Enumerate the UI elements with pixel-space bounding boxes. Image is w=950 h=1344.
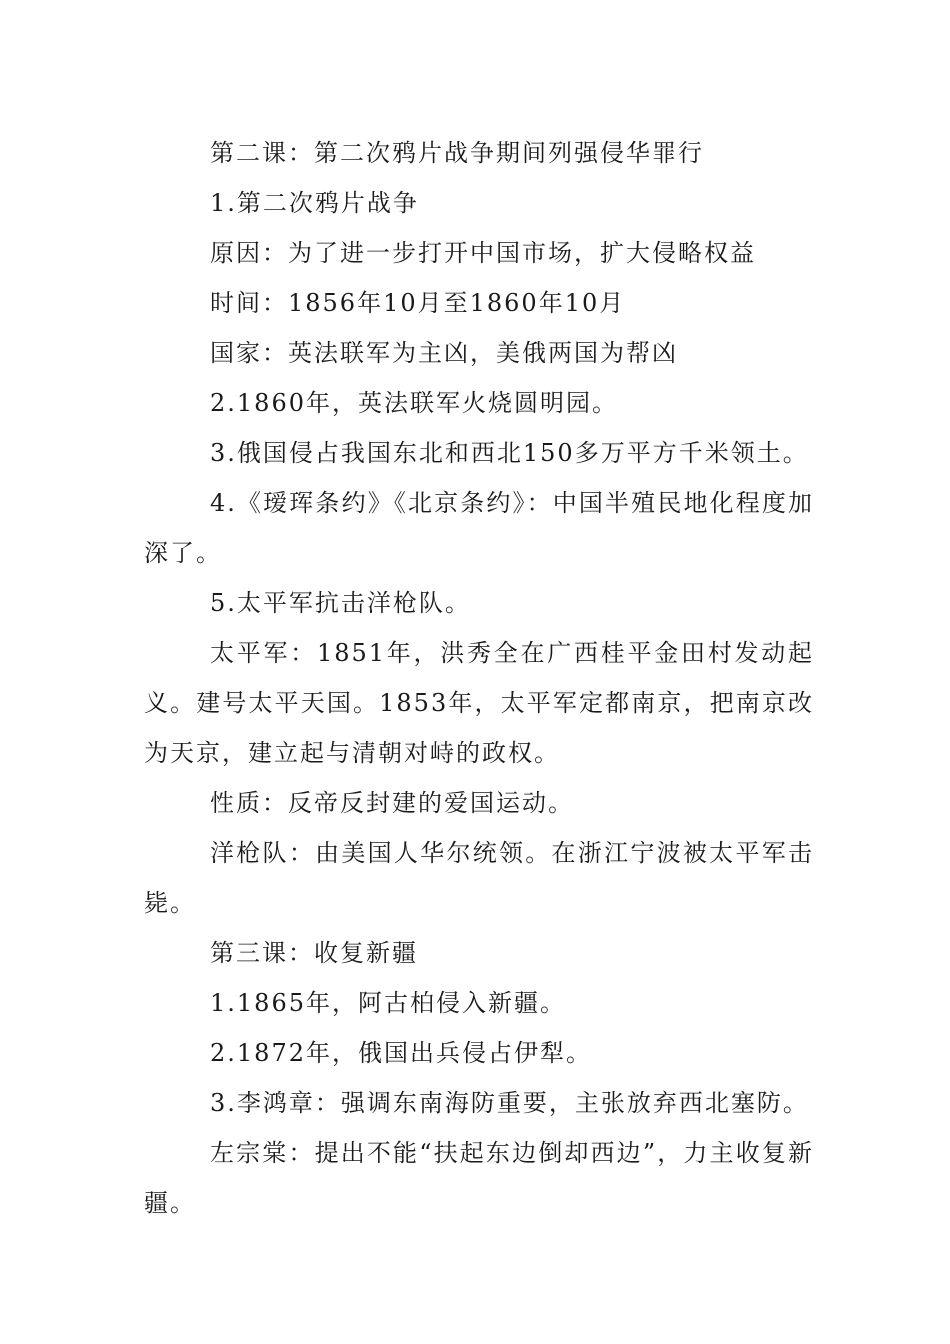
text-paragraph: 左宗棠：提出不能“扶起东边倒却西边”，力主收复新疆。 — [144, 1139, 814, 1217]
section-item: 3.李鸿章：强调东南海防重要，主张放弃西北塞防。 — [210, 1089, 809, 1117]
lesson-heading-2: 第二课：第二次鸦片战争期间列强侵华罪行 — [210, 139, 704, 167]
section-item: 5.太平军抗击洋枪队。 — [210, 589, 471, 617]
text-paragraph: 洋枪队：由美国人华尔统领。在浙江宁波被太平军击毙。 — [144, 839, 814, 917]
lesson-heading-3: 第三课：收复新疆 — [210, 939, 418, 967]
section-item: 2.1872年，俄国出兵侵占伊犁。 — [210, 1039, 592, 1067]
text-line: 原因：为了进一步打开中国市场，扩大侵略权益 — [210, 239, 756, 267]
section-item: 3.俄国侵占我国东北和西北150多万平方千米领土。 — [210, 439, 809, 467]
section-item: 1.第二次鸦片战争 — [210, 189, 419, 217]
text-line: 国家：英法联军为主凶，美俄两国为帮凶 — [210, 339, 678, 367]
section-item: 2.1860年，英法联军火烧圆明园。 — [210, 389, 618, 417]
text-paragraph: 太平军：1851年，洪秀全在广西桂平金田村发动起义。建号太平天国。1853年，太平军定都南京，把南京改为天京，建立起与清朝对峙的政权。 — [144, 639, 814, 767]
section-item: 1.1865年，阿古柏侵入新疆。 — [210, 989, 566, 1017]
text-line: 时间：1856年10月至1860年10月 — [210, 289, 626, 317]
section-item: 4.《瑷珲条约》《北京条约》：中国半殖民地化程度加深了。 — [144, 489, 814, 567]
document-body — [144, 128, 814, 1228]
text-line: 性质：反帝反封建的爱国运动。 — [210, 789, 574, 817]
